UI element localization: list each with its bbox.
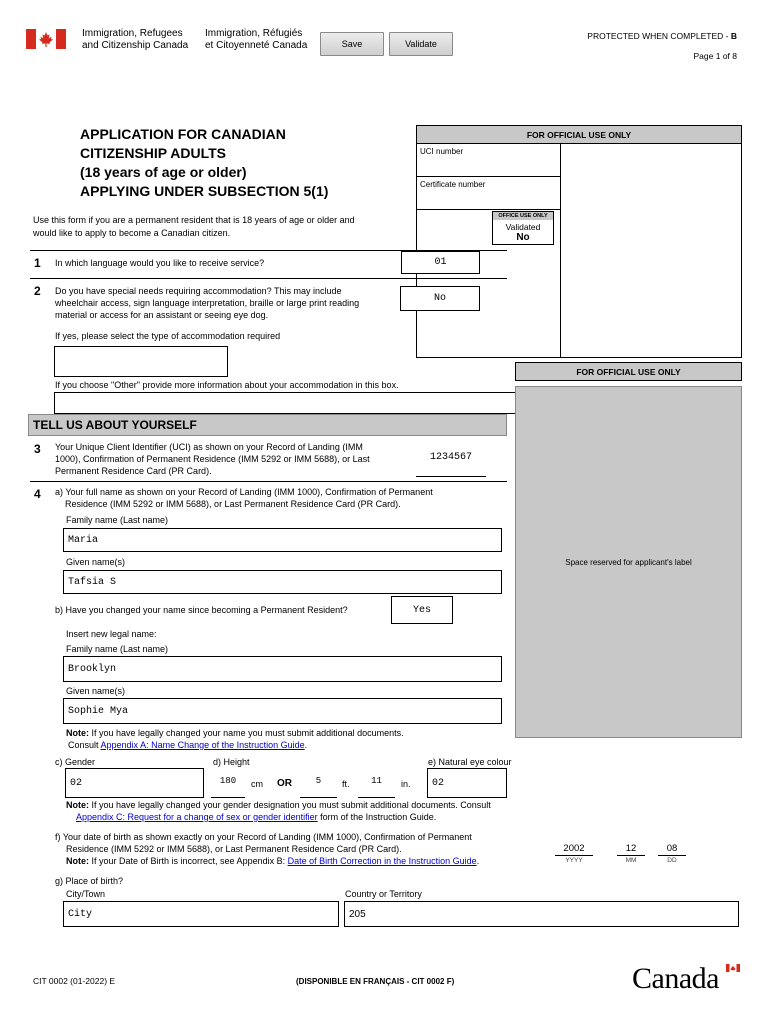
validated-label: Validated xyxy=(505,222,541,232)
q1-bottom-rule xyxy=(30,278,507,279)
new-family-name-label: Family name (Last name) xyxy=(66,644,169,654)
protected-notice xyxy=(560,31,737,42)
french-availability: (DISPONIBLE EN FRANÇAIS - CIT 0002 F) xyxy=(296,977,455,986)
q4a-text-line2: Residence (IMM 5292 or IMM 5688), or Last Permanent Residence Card (PR Card). xyxy=(65,499,401,509)
form-code: CIT 0002 (01-2022) E xyxy=(33,976,116,986)
tell-us-section-header xyxy=(28,414,507,436)
name-change-consult xyxy=(68,740,307,751)
city-field[interactable]: City xyxy=(63,901,339,927)
applicant-label-text: Space reserved for applicant's label xyxy=(565,558,692,567)
dob-text-line2: Residence (IMM 5292 or IMM 5688), or Last Permanent Residence Card (PR Card). xyxy=(66,844,402,854)
q3-question-line2: 1000), Confirmation of Permanent Residence (IMM 5292 or IMM 5688), or Last xyxy=(55,454,370,464)
or-label: OR xyxy=(277,778,292,789)
gender-label: c) Gender xyxy=(55,757,96,767)
dob-month-field[interactable]: 12 xyxy=(617,843,645,856)
save-button[interactable]: Save xyxy=(320,32,384,56)
department-name-fr-line1: Immigration, Réfugiés xyxy=(205,28,303,39)
eye-colour-field[interactable]: 02 xyxy=(427,768,507,798)
tell-us-title: TELL US ABOUT YOURSELF xyxy=(33,418,197,432)
form-title-line3: (18 years of age or older) xyxy=(80,164,247,180)
q3-number: 3 xyxy=(34,442,41,456)
height-ft-field[interactable]: 5 xyxy=(300,776,337,798)
name-change-note xyxy=(66,728,404,739)
q4b-question: b) Have you changed your name since becoming a Permanent Resident? xyxy=(55,605,348,615)
note-bold: Note: xyxy=(66,728,89,738)
q1-number: 1 xyxy=(34,256,41,270)
gender-note xyxy=(66,800,491,811)
gender-note-text: If you have legally changed your gender designation you must submit additional documents. Consult xyxy=(89,800,491,810)
office-use-only-tag: OFFICE USE ONLY xyxy=(493,212,553,220)
gender-field[interactable]: 02 xyxy=(65,768,204,798)
appendix-a-link[interactable]: Appendix A: Name Change of the Instruction Guide xyxy=(100,740,305,750)
q2-question-line1: Do you have special needs requiring accommodation? This may include xyxy=(55,286,342,296)
height-label: d) Height xyxy=(213,757,250,767)
dob-note xyxy=(66,856,479,867)
accommodation-type-label: If yes, please select the type of accommodation required xyxy=(55,331,281,341)
form-title-line1: APPLICATION FOR CANADIAN xyxy=(80,126,286,142)
q3-question-line1: Your Unique Client Identifier (UCI) as shown on your Record of Landing (IMM xyxy=(55,442,363,452)
note-text: If you have legally changed your name you must submit additional documents. xyxy=(89,728,404,738)
intro-text-line2: would like to apply to become a Canadian citizen. xyxy=(33,228,231,238)
ft-unit: ft. xyxy=(342,779,350,789)
validated-value: No xyxy=(516,232,530,243)
uci-field[interactable]: 1234567 xyxy=(416,449,486,477)
consult-text: Consult xyxy=(68,740,101,750)
city-label: City/Town xyxy=(66,889,106,899)
uci-divider xyxy=(416,176,561,177)
height-in-field[interactable]: 11 xyxy=(358,776,395,798)
validate-button[interactable]: Validate xyxy=(389,32,453,56)
certificate-number-label: Certificate number xyxy=(420,180,486,189)
department-name-fr-line2: et Citoyenneté Canada xyxy=(205,40,308,51)
new-given-name-label: Given name(s) xyxy=(66,686,126,696)
gender-note-bold: Note: xyxy=(66,800,89,810)
new-given-name-field[interactable]: Sophie Mya xyxy=(63,698,502,724)
dob-note-end: . xyxy=(476,856,480,866)
dob-note-text: If your Date of Birth is incorrect, see Appendix B: xyxy=(89,856,288,866)
canada-flag-icon xyxy=(26,29,66,49)
gender-note-line2 xyxy=(76,812,436,823)
mm-hint: MM xyxy=(625,857,637,864)
protected-level: B xyxy=(730,31,737,41)
dob-text-line1: f) Your date of birth as shown exactly on your Record of Landing (IMM 1000), Confirmation of Permanent xyxy=(55,832,472,842)
q2-question-line3: material or access for an assistant or seeing eye dog. xyxy=(55,310,269,320)
name-changed-field[interactable]: Yes xyxy=(391,596,453,624)
uci-number-label: UCI number xyxy=(420,147,464,156)
consult-end: . xyxy=(304,740,308,750)
appendix-c-link[interactable]: Appendix C: Request for a change of sex or gender identifier xyxy=(76,812,318,822)
canada-wordmark xyxy=(632,958,742,998)
dob-note-bold: Note: xyxy=(66,856,89,866)
q2-number: 2 xyxy=(34,284,41,298)
cert-divider xyxy=(416,209,561,210)
gender-note-end: form of the Instruction Guide. xyxy=(317,812,437,822)
eye-colour-label: e) Natural eye colour xyxy=(428,757,512,767)
language-field[interactable]: 01 xyxy=(401,251,480,274)
q2-question-line2: wheelchair access, sign language interpretation, braille or large print reading xyxy=(55,298,360,308)
wordmark-text: Canada xyxy=(632,962,719,995)
given-name-field[interactable]: Tafsia S xyxy=(63,570,502,594)
q3-bottom-rule xyxy=(30,481,507,482)
intro-text-line1: Use this form if you are a permanent resident that is 18 years of age or older and xyxy=(33,215,355,225)
appendix-b-link[interactable]: Date of Birth Correction in the Instruction Guide xyxy=(287,856,477,866)
yyyy-hint: YYYY xyxy=(565,857,583,864)
family-name-field[interactable]: Maria xyxy=(63,528,502,552)
cm-unit: cm xyxy=(251,779,263,789)
page-info: Page 1 of 8 xyxy=(693,51,737,61)
accommodation-other-field[interactable] xyxy=(54,392,530,414)
protected-prefix: PROTECTED WHEN COMPLETED - xyxy=(587,31,731,41)
family-name-label: Family name (Last name) xyxy=(66,515,169,525)
official-use-header: FOR OFFICIAL USE ONLY xyxy=(416,125,742,144)
wordmark-flag-icon xyxy=(726,964,740,972)
given-name-label: Given name(s) xyxy=(66,557,126,567)
official-use-header-2: FOR OFFICIAL USE ONLY xyxy=(515,362,742,381)
accommodation-field[interactable]: No xyxy=(400,286,480,311)
dd-hint: DD xyxy=(667,857,677,864)
department-name-en-line1: Immigration, Refugees xyxy=(82,28,183,39)
q4a-text-line1: a) Your full name as shown on your Record of Landing (IMM 1000), Confirmation of Permanent xyxy=(55,487,433,497)
country-field[interactable]: 205 xyxy=(344,901,739,927)
department-name-en-line2: and Citizenship Canada xyxy=(82,40,189,51)
q3-question-line3: Permanent Residence Card (PR Card). xyxy=(55,466,212,476)
q1-question: In which language would you like to receive service? xyxy=(55,258,265,268)
accommodation-other-label: If you choose "Other" provide more information about your accommodation in this box. xyxy=(55,380,399,390)
dob-day-field[interactable]: 08 xyxy=(658,843,686,856)
place-of-birth-label: g) Place of birth? xyxy=(55,876,124,886)
in-unit: in. xyxy=(401,779,411,789)
dob-year-field[interactable]: 2002 xyxy=(555,843,593,856)
accommodation-type-field[interactable] xyxy=(54,346,228,377)
new-legal-name-label: Insert new legal name: xyxy=(66,629,157,639)
q4-number: 4 xyxy=(34,487,41,501)
form-title-line2: CITIZENSHIP ADULTS xyxy=(80,145,226,161)
form-title-line4: APPLYING UNDER SUBSECTION 5(1) xyxy=(80,183,329,199)
height-cm-field[interactable]: 180 xyxy=(211,776,245,798)
country-label: Country or Territory xyxy=(345,889,422,899)
new-family-name-field[interactable]: Brooklyn xyxy=(63,656,502,682)
